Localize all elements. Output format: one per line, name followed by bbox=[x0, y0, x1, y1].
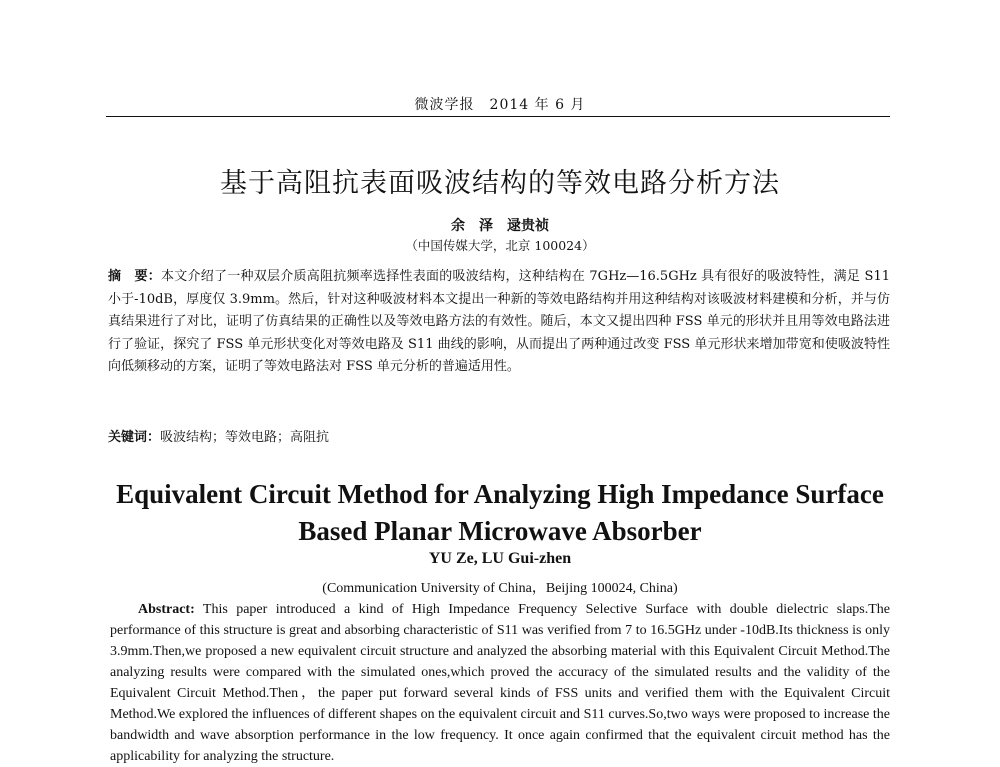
chinese-authors: 余 泽 逯贵祯 bbox=[451, 218, 549, 234]
chinese-abstract bbox=[108, 266, 890, 379]
running-header: 微波学报 2014 年 6 月 bbox=[414, 97, 586, 113]
chinese-abstract-text: 本文介绍了一种双层介质高阻抗频率选择性表面的吸波结构，这种结构在 7GHz—16.5GHz 具有很好的吸波特性，满足 S11 小于-10dB，厚度仅 3.9mm。然后，针对这种吸波材料本文提出一种新的等效电路结构并用这种结构对该吸波材料建模和分析，并与仿真结果进行了对比，证明了仿真结果的正确性以及等效电路方法的有效性。随后，本文又提出四种 FSS 单元的形状并且用等效电路法进行了验证，探究了 FSS 单元形状变化对等效电路及 S11 曲线的影响，从而提出了两种通过改变 FSS 单元形状来增加带宽和使吸波特性向低频移动的方案，证明了等效电路法对 FSS 单元分析的普遍适用性。 bbox=[108, 269, 890, 374]
chinese-title: 基于高阻抗表面吸波结构的等效电路分析方法 bbox=[220, 168, 780, 199]
english-affiliation: (Communication University of China，Beijing 100024, China) bbox=[322, 581, 678, 596]
english-abstract-label: Abstract: bbox=[138, 602, 195, 617]
english-abstract bbox=[110, 599, 890, 767]
english-authors: YU Ze, LU Gui-zhen bbox=[428, 550, 572, 567]
english-title bbox=[0, 476, 1000, 550]
chinese-abstract-label: 摘 要： bbox=[108, 269, 162, 284]
english-title-line-2: Based Planar Microwave Absorber bbox=[298, 516, 702, 546]
english-title-line-1: Equivalent Circuit Method for Analyzing High Impedance Surface bbox=[116, 479, 884, 509]
chinese-keywords-text: 吸波结构；等效电路；高阻抗 bbox=[160, 430, 330, 445]
english-abstract-text: This paper introduced a kind of High Impedance Frequency Selective Surface with double dielectric slaps.The performance of this structure is great and absorbing characteristic of S11 was verified from 7 to 16.5GHz under -10dB.Its thickness is only 3.9mm.Then,we proposed a new equivalent circuit structure and analyzed the absorbing material with this Equivalent Circuit Method.The analyzing results were compared with the simulated ones,which proved the accuracy of the simulated results and the validity of the Equivalent Circuit Method.Then，the paper put forward several kinds of FSS units and verified them with the Equivalent Circuit Method.We explored the influences of different shapes on the equivalent circuit and S11 curves.So,two ways were proposed to increase the bandwidth and wave absorption performance in the low frequency. It once again confirmed that the equivalent circuit method has the applicability for analyzing the structure. bbox=[110, 602, 891, 764]
chinese-keywords bbox=[108, 426, 329, 445]
chinese-keywords-label: 关键词： bbox=[108, 430, 161, 445]
header-rule bbox=[106, 116, 890, 117]
chinese-affiliation: （中国传媒大学，北京 100024） bbox=[405, 238, 595, 253]
